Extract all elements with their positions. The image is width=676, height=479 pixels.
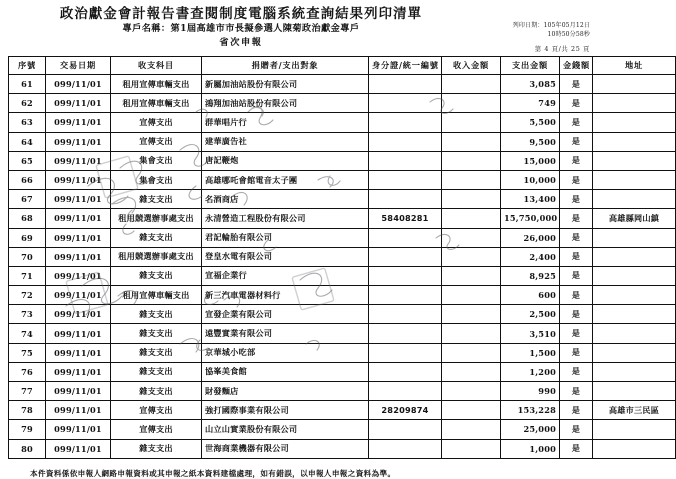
cell-id: [369, 382, 442, 401]
cell-date: 099/11/01: [46, 324, 111, 343]
cell-expense: 5,500: [501, 113, 560, 132]
page-title: 政治獻金會計報告書查閱制度電腦系統查詢結果列印清單: [59, 6, 423, 22]
column-header-address: 地址: [593, 57, 676, 75]
cell-date: 099/11/01: [46, 75, 111, 94]
cell-address: [593, 151, 676, 170]
cell-income: [442, 324, 501, 343]
page-number: 第 4 頁/共 25 頁: [534, 45, 590, 54]
cell-date: 099/11/01: [46, 382, 111, 401]
table-row: [9, 343, 676, 362]
cell-address: [593, 266, 676, 285]
table-row: [9, 190, 676, 209]
table-row: [9, 266, 676, 285]
cell-id: 28209874: [369, 401, 442, 420]
cell-item: 租用宣傳車輛支出: [111, 286, 202, 305]
table-row: [9, 401, 676, 420]
cell-date: 099/11/01: [46, 439, 111, 458]
cell-address: [593, 343, 676, 362]
cell-address: [593, 170, 676, 189]
table-row: [9, 362, 676, 381]
cell-expense: 153,228: [501, 401, 560, 420]
cell-id: [369, 362, 442, 381]
cell-income: [442, 190, 501, 209]
cell-date: 099/11/01: [46, 343, 111, 362]
cell-item: 宣傳支出: [111, 420, 202, 439]
table-row: [9, 94, 676, 113]
column-header-expense: 支出金額: [501, 57, 560, 75]
table-row: [9, 439, 676, 458]
cell-seq: 74: [9, 324, 46, 343]
cell-date: 099/11/01: [46, 266, 111, 285]
cell-item: 租用競選辦事處支出: [111, 247, 202, 266]
table-row: [9, 132, 676, 151]
cell-seq: 79: [9, 420, 46, 439]
cell-party: 新三汽車電器材料行: [202, 286, 369, 305]
cell-income: [442, 286, 501, 305]
column-header-income: 收入金額: [442, 57, 501, 75]
cell-party: 財發麵店: [202, 382, 369, 401]
cell-income: [442, 343, 501, 362]
table-header-row: [9, 57, 676, 75]
cell-income: [442, 266, 501, 285]
cell-party: 唐記鞭炮: [202, 151, 369, 170]
cell-expense: 749: [501, 94, 560, 113]
cell-party: 宣發企業有限公司: [202, 305, 369, 324]
ledger-table: [8, 56, 676, 459]
cell-income: [442, 247, 501, 266]
cell-date: 099/11/01: [46, 151, 111, 170]
column-header-item: 收支科目: [111, 57, 202, 75]
cell-flag: 是: [560, 343, 593, 362]
cell-income: [442, 151, 501, 170]
cell-income: [442, 305, 501, 324]
cell-flag: 是: [560, 151, 593, 170]
cell-income: [442, 420, 501, 439]
cell-item: 雜支支出: [111, 439, 202, 458]
account-name-subtitle: 專戶名稱：第1屆高雄市市長擬參選人陳菊政治獻金專戶: [122, 23, 360, 34]
column-header-seq: 序號: [9, 57, 46, 75]
cell-date: 099/11/01: [46, 94, 111, 113]
cell-seq: 67: [9, 190, 46, 209]
cell-flag: 是: [560, 266, 593, 285]
cell-party: 君記輪胎有限公司: [202, 228, 369, 247]
print-meta: [470, 22, 590, 54]
cell-income: [442, 228, 501, 247]
cell-expense: 1,200: [501, 362, 560, 381]
cell-item: 雜支支出: [111, 228, 202, 247]
cell-item: 集會支出: [111, 170, 202, 189]
cell-flag: 是: [560, 286, 593, 305]
cell-seq: 61: [9, 75, 46, 94]
cell-expense: 15,750,000: [501, 209, 560, 228]
cell-income: [442, 113, 501, 132]
cell-id: [369, 228, 442, 247]
cell-item: 雜支支出: [111, 362, 202, 381]
cell-party: 名酒商店: [202, 190, 369, 209]
cell-seq: 70: [9, 247, 46, 266]
cell-party: 建華廣告社: [202, 132, 369, 151]
cell-seq: 73: [9, 305, 46, 324]
cell-date: 099/11/01: [46, 362, 111, 381]
cell-id: [369, 151, 442, 170]
cell-party: 永清營造工程股份有限公司: [202, 209, 369, 228]
cell-date: 099/11/01: [46, 170, 111, 189]
column-header-date: 交易日期: [46, 57, 111, 75]
cell-date: 099/11/01: [46, 132, 111, 151]
cell-party: 遠豐實業有限公司: [202, 324, 369, 343]
cell-id: [369, 94, 442, 113]
table-row: [9, 151, 676, 170]
cell-seq: 69: [9, 228, 46, 247]
cell-flag: 是: [560, 420, 593, 439]
cell-expense: 26,000: [501, 228, 560, 247]
table-row: [9, 382, 676, 401]
cell-expense: 10,000: [501, 170, 560, 189]
cell-seq: 80: [9, 439, 46, 458]
cell-income: [442, 132, 501, 151]
cell-flag: 是: [560, 94, 593, 113]
cell-item: 雜支支出: [111, 382, 202, 401]
table-row: [9, 209, 676, 228]
cell-party: 登皇水電有限公司: [202, 247, 369, 266]
cell-seq: 72: [9, 286, 46, 305]
cell-income: [442, 439, 501, 458]
cell-id: 58408281: [369, 209, 442, 228]
cell-id: [369, 113, 442, 132]
cell-flag: 是: [560, 401, 593, 420]
cell-seq: 71: [9, 266, 46, 285]
cell-flag: 是: [560, 439, 593, 458]
cell-item: 雜支支出: [111, 266, 202, 285]
cell-id: [369, 343, 442, 362]
cell-party: 強打國際事業有限公司: [202, 401, 369, 420]
cell-address: [593, 228, 676, 247]
cell-seq: 76: [9, 362, 46, 381]
cell-id: [369, 247, 442, 266]
cell-party: 京華城小吃部: [202, 343, 369, 362]
table-row: [9, 170, 676, 189]
cell-expense: 3,085: [501, 75, 560, 94]
cell-income: [442, 401, 501, 420]
print-time: 10時50分58秒: [547, 30, 590, 38]
cell-address: 高雄縣岡山鎮: [593, 209, 676, 228]
cell-item: 雜支支出: [111, 343, 202, 362]
cell-id: [369, 420, 442, 439]
cell-party: 高雄哪吒會館電音太子團: [202, 170, 369, 189]
cell-expense: 3,510: [501, 324, 560, 343]
cell-income: [442, 94, 501, 113]
cell-expense: 1,500: [501, 343, 560, 362]
cell-address: [593, 286, 676, 305]
cell-income: [442, 209, 501, 228]
cell-party: 群華唱片行: [202, 113, 369, 132]
cell-flag: 是: [560, 228, 593, 247]
cell-party: 山立山實業股份有限公司: [202, 420, 369, 439]
cell-flag: 是: [560, 170, 593, 189]
cell-seq: 65: [9, 151, 46, 170]
cell-item: 宣傳支出: [111, 132, 202, 151]
print-date: 列印日期：105年05月12日: [512, 22, 590, 29]
cell-date: 099/11/01: [46, 209, 111, 228]
cell-expense: 2,500: [501, 305, 560, 324]
cell-item: 租用宣傳車輛支出: [111, 75, 202, 94]
cell-date: 099/11/01: [46, 247, 111, 266]
cell-address: [593, 75, 676, 94]
cell-item: 宣傳支出: [111, 401, 202, 420]
cell-income: [442, 382, 501, 401]
cell-date: 099/11/01: [46, 401, 111, 420]
document-header: [8, 6, 592, 54]
cell-expense: 990: [501, 382, 560, 401]
cell-address: [593, 305, 676, 324]
cell-expense: 600: [501, 286, 560, 305]
cell-address: [593, 113, 676, 132]
cell-flag: 是: [560, 382, 593, 401]
cell-date: 099/11/01: [46, 190, 111, 209]
cell-party: 世海商業機器有限公司: [202, 439, 369, 458]
column-header-party: 捐贈者/支出對象: [202, 57, 369, 75]
cell-address: [593, 382, 676, 401]
footer-note: 本件資料係依申報人網路申報資料或其申報之紙本資料建檔處理，如有錯誤，以申報人申報之資料為準。: [30, 468, 396, 478]
cell-expense: 15,000: [501, 151, 560, 170]
cell-expense: 8,925: [501, 266, 560, 285]
cell-flag: 是: [560, 75, 593, 94]
cell-seq: 75: [9, 343, 46, 362]
cell-party: 新屬加油站股份有限公司: [202, 75, 369, 94]
cell-expense: 9,500: [501, 132, 560, 151]
cell-id: [369, 305, 442, 324]
cell-expense: 13,400: [501, 190, 560, 209]
cell-id: [369, 190, 442, 209]
cell-expense: 25,000: [501, 420, 560, 439]
cell-item: 租用宣傳車輛支出: [111, 94, 202, 113]
cell-seq: 62: [9, 94, 46, 113]
table-row: [9, 324, 676, 343]
table-row: [9, 228, 676, 247]
cell-id: [369, 286, 442, 305]
cell-id: [369, 439, 442, 458]
cell-address: [593, 94, 676, 113]
table-row: [9, 286, 676, 305]
cell-date: 099/11/01: [46, 286, 111, 305]
table-row: [9, 75, 676, 94]
table-row: [9, 247, 676, 266]
cell-address: [593, 324, 676, 343]
ledger-body: [9, 75, 676, 459]
cell-item: 租用競選辦事處支出: [111, 209, 202, 228]
cell-address: [593, 362, 676, 381]
cell-income: [442, 75, 501, 94]
cell-seq: 78: [9, 401, 46, 420]
cell-flag: 是: [560, 132, 593, 151]
cell-id: [369, 324, 442, 343]
section-label: 省次申報: [219, 37, 263, 48]
cell-date: 099/11/01: [46, 420, 111, 439]
cell-flag: 是: [560, 190, 593, 209]
cell-id: [369, 170, 442, 189]
cell-item: 雜支支出: [111, 190, 202, 209]
column-header-flag: 金錢額: [560, 57, 593, 75]
cell-item: 雜支支出: [111, 305, 202, 324]
cell-flag: 是: [560, 324, 593, 343]
cell-flag: 是: [560, 247, 593, 266]
cell-flag: 是: [560, 209, 593, 228]
cell-address: 高雄市三民區: [593, 401, 676, 420]
table-row: [9, 305, 676, 324]
cell-id: [369, 75, 442, 94]
column-header-id: 身分證/統一編號: [369, 57, 442, 75]
cell-address: [593, 132, 676, 151]
cell-income: [442, 170, 501, 189]
cell-party: 協峯美食館: [202, 362, 369, 381]
cell-seq: 63: [9, 113, 46, 132]
cell-seq: 77: [9, 382, 46, 401]
cell-seq: 66: [9, 170, 46, 189]
cell-party: 鴻翔加油站股份有限公司: [202, 94, 369, 113]
cell-expense: 2,400: [501, 247, 560, 266]
cell-expense: 1,000: [501, 439, 560, 458]
cell-address: [593, 439, 676, 458]
cell-income: [442, 362, 501, 381]
cell-item: 宣傳支出: [111, 113, 202, 132]
cell-flag: 是: [560, 305, 593, 324]
table-row: [9, 113, 676, 132]
cell-address: [593, 420, 676, 439]
table-row: [9, 420, 676, 439]
cell-date: 099/11/01: [46, 113, 111, 132]
cell-seq: 68: [9, 209, 46, 228]
cell-date: 099/11/01: [46, 305, 111, 324]
cell-item: 集會支出: [111, 151, 202, 170]
cell-address: [593, 190, 676, 209]
cell-seq: 64: [9, 132, 46, 151]
cell-flag: 是: [560, 113, 593, 132]
cell-address: [593, 247, 676, 266]
cell-date: 099/11/01: [46, 228, 111, 247]
cell-id: [369, 132, 442, 151]
cell-id: [369, 266, 442, 285]
cell-party: 宣福企業行: [202, 266, 369, 285]
cell-flag: 是: [560, 362, 593, 381]
cell-item: 雜支支出: [111, 324, 202, 343]
